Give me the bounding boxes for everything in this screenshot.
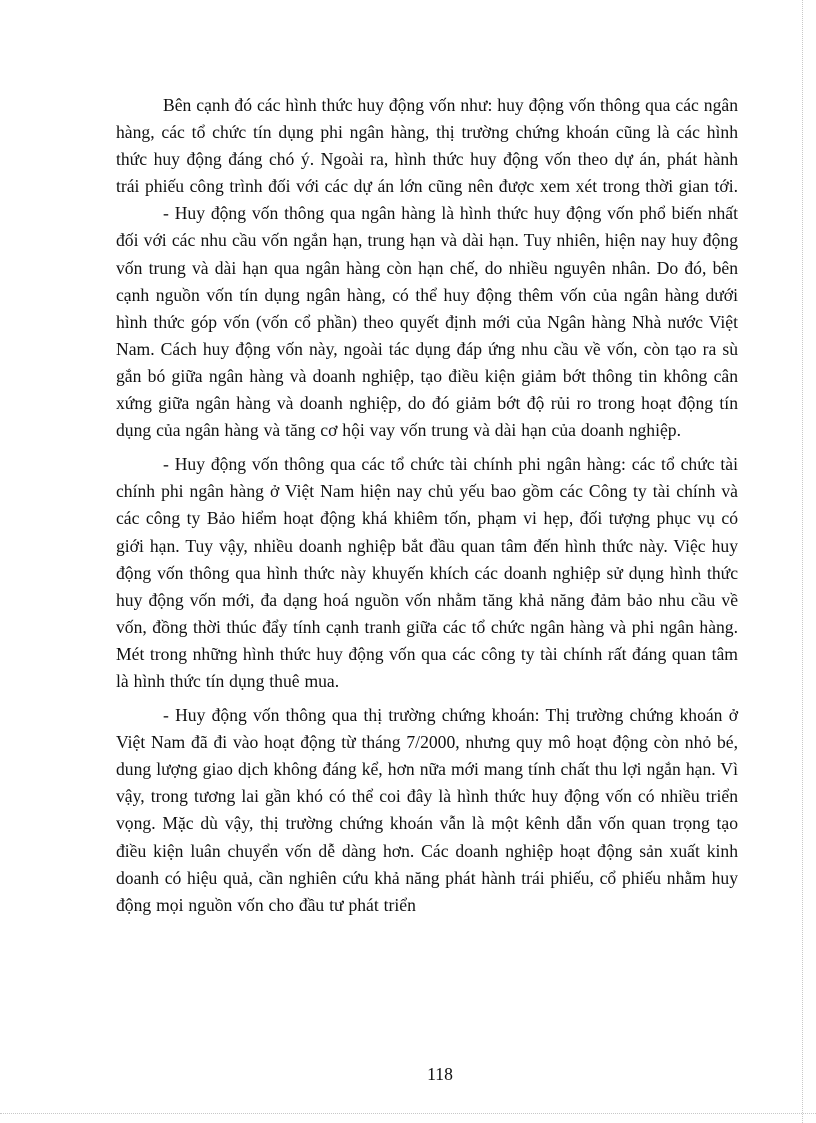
- page-border-bottom: [0, 1113, 816, 1114]
- paragraph-stock-market-funding: - Huy động vốn thông qua thị trường chứng khoán: Thị trường chứng khoán ở Việt Nam đã đi vào hoạt động từ tháng 7/2000, nhưng quy mô hoạt động còn nhỏ bé, dung lượng giao dịch không đáng kể, hơn nữa mới mang tính chất thu lợi ngắn hạn. Vì vậy, trong tương lai gần khó có thể coi đây là hình thức huy động vốn có nhiều triển vọng. Mặc dù vậy, thị trường chứng khoán vẫn là một kênh dẫn vốn quan trọng tạo điều kiện luân chuyển vốn dễ dàng hơn. Các doanh nghiệp hoạt động sản xuất kinh doanh có hiệu quả, cần nghiên cứu khả năng phát hành trái phiếu, cổ phiếu nhằm huy động mọi nguồn vốn cho đầu tư phát triển: [116, 705, 738, 915]
- page-number: 118: [427, 1064, 453, 1084]
- paragraph-intro: Bên cạnh đó các hình thức huy động vốn như: huy động vốn thông qua các ngân hàng, các tổ chức tín dụng phi ngân hàng, thị trường chứng khoán cũng là các hình thức huy động đáng chó ý. Ngoài ra, hình thức huy động vốn theo dự án, phát hành trái phiếu công trình đối với các dự án lớn cũng nên được xem xét trong thời gian tới.: [116, 95, 738, 197]
- page-body: [116, 92, 738, 919]
- page-border-right: [802, 0, 803, 1123]
- paragraph-non-bank-funding: - Huy động vốn thông qua các tổ chức tài chính phi ngân hàng: các tổ chức tài chính phi ngân hàng ở Việt Nam hiện nay chủ yếu bao gồm các Công ty tài chính và các công ty Bảo hiểm hoạt động khá khiêm tốn, phạm vi hẹp, đối tượng phục vụ có giới hạn. Tuy vậy, nhiều doanh nghiệp bắt đầu quan tâm đến hình thức này. Việc huy động vốn thông qua hình thức này khuyến khích các doanh nghiệp sử dụng hình thức huy động vốn mới, đa dạng hoá nguồn vốn nhằm tăng khả năng đảm bảo nhu cầu về vốn, đồng thời thúc đẩy tính cạnh tranh giữa các tổ chức ngân hàng và phi ngân hàng. Mét trong những hình thức huy động vốn qua các công ty tài chính rất đáng quan tâm là hình thức tín dụng thuê mua.: [116, 454, 738, 691]
- paragraph-bank-funding: - Huy động vốn thông qua ngân hàng là hình thức huy động vốn phổ biến nhất đối với các nhu cầu vốn ngắn hạn, trung hạn và dài hạn. Tuy nhiên, hiện nay huy động vốn trung và dài hạn qua ngân hàng còn hạn chế, do nhiều nguyên nhân. Do đó, bên cạnh nguồn vốn tín dụng ngân hàng, có thể huy động thêm vốn của ngân hàng dưới hình thức góp vốn (vốn cổ phần) theo quyết định mới của Ngân hàng Nhà nước Việt Nam. Cách huy động vốn này, ngoài tác dụng đáp ứng nhu cầu về vốn, còn tạo ra sù gắn bó giữa ngân hàng và doanh nghiệp, tạo điều kiện giảm bớt thông tin không cân xứng giữa ngân hàng và doanh nghiệp, do đó giảm bớt độ rủi ro trong hoạt động tín dụng của ngân hàng và tăng cơ hội vay vốn trung và dài hạn của doanh nghiệp.: [116, 203, 738, 441]
